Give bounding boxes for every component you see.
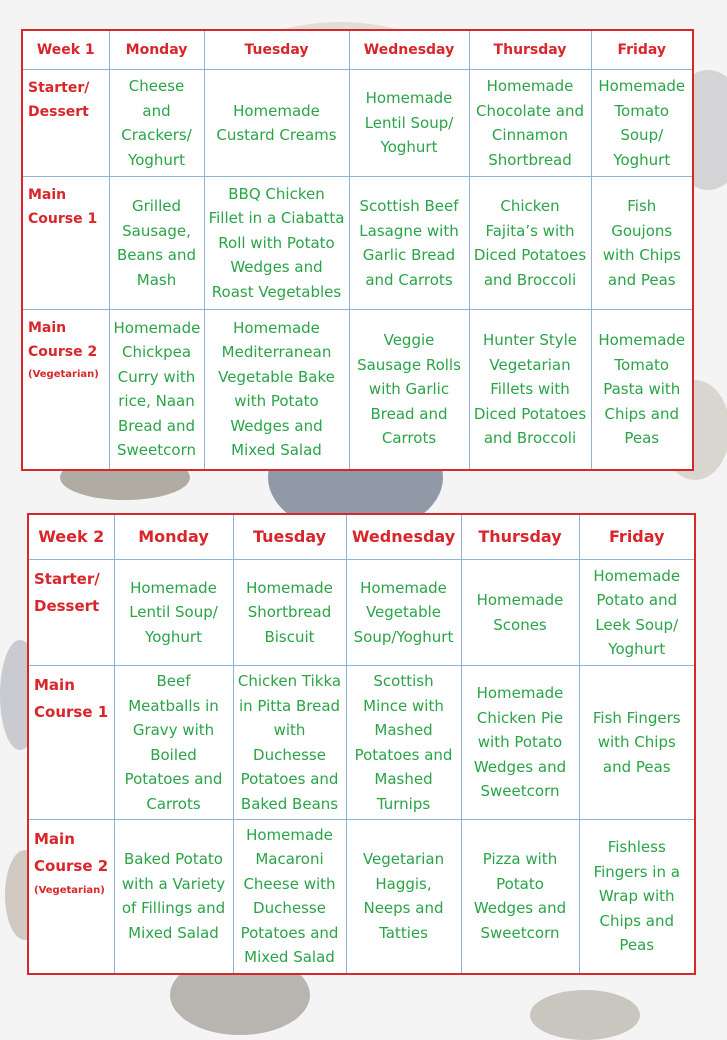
menu-item: Homemade Lentil Soup/ Yoghurt [349, 70, 469, 177]
menu-item: BBQ Chicken Fillet in a Ciabatta Roll with Potato Wedges and Roast Vegetables [204, 177, 349, 310]
menu-item: Homemade Scones [461, 560, 579, 666]
menu-item: Chicken Tikka in Pitta Bread with Duchesse Potatoes and Baked Beans [233, 666, 346, 820]
week-2-header-row [28, 514, 695, 560]
menu-item: Homemade Chocolate and Cinnamon Shortbread [469, 70, 591, 177]
main-course-1-row [28, 666, 695, 820]
day-header-monday: Monday [109, 30, 204, 70]
day-header-thursday: Thursday [469, 30, 591, 70]
menu-item: Scottish Beef Lasagne with Garlic Bread and Carrots [349, 177, 469, 310]
row-label-text: Starter/ Dessert [34, 570, 100, 615]
menu-item: Veggie Sausage Rolls with Garlic Bread and Carrots [349, 310, 469, 470]
starter-dessert-row [28, 560, 695, 666]
menu-item: Grilled Sausage, Beans and Mash [109, 177, 204, 310]
vegetarian-note: (Vegetarian) [28, 369, 99, 380]
menu-item: Homemade Lentil Soup/ Yoghurt [114, 560, 233, 666]
day-header-tuesday: Tuesday [204, 30, 349, 70]
menu-item: Fishless Fingers in a Wrap with Chips and Peas [579, 820, 695, 974]
day-header-thursday: Thursday [461, 514, 579, 560]
row-label-text: Main Course 1 [28, 187, 98, 227]
row-label [22, 70, 109, 177]
row-label-text: Main Course 2 [28, 320, 98, 360]
starter-dessert-row [22, 70, 693, 177]
menu-item: Scottish Mince with Mashed Potatoes and Mashed Turnips [346, 666, 461, 820]
menu-item: Homemade Macaroni Cheese with Duchesse Potatoes and Mixed Salad [233, 820, 346, 974]
week-label: Week 2 [28, 514, 114, 560]
row-label-text: Starter/ Dessert [28, 80, 90, 120]
day-header-wednesday: Wednesday [349, 30, 469, 70]
menu-item: Homemade Chickpea Curry with rice, Naan Bread and Sweetcorn [109, 310, 204, 470]
menu-item: Homemade Shortbread Biscuit [233, 560, 346, 666]
main-course-2-row [28, 820, 695, 974]
row-label [22, 177, 109, 310]
menu-item: Baked Potato with a Variety of Fillings and Mixed Salad [114, 820, 233, 974]
menu-item: Chicken Fajita’s with Diced Potatoes and Broccoli [469, 177, 591, 310]
row-label [28, 820, 114, 974]
row-label-text: Main Course 1 [34, 676, 109, 721]
day-header-friday: Friday [591, 30, 693, 70]
menu-item: Hunter Style Vegetarian Fillets with Diced Potatoes and Broccoli [469, 310, 591, 470]
menu-item: Vegetarian Haggis, Neeps and Tatties [346, 820, 461, 974]
row-label [28, 560, 114, 666]
day-header-wednesday: Wednesday [346, 514, 461, 560]
menu-item: Homemade Tomato Soup/ Yoghurt [591, 70, 693, 177]
week-1-header-row [22, 30, 693, 70]
menu-item: Fish Goujons with Chips and Peas [591, 177, 693, 310]
background-pebble [530, 990, 640, 1040]
row-label [22, 310, 109, 470]
menu-item: Homemade Vegetable Soup/Yoghurt [346, 560, 461, 666]
day-header-monday: Monday [114, 514, 233, 560]
menu-item: Homemade Mediterranean Vegetable Bake with Potato Wedges and Mixed Salad [204, 310, 349, 470]
day-header-friday: Friday [579, 514, 695, 560]
vegetarian-note: (Vegetarian) [34, 885, 105, 896]
week-1-menu-table [21, 29, 694, 471]
week-2-menu-table [27, 513, 696, 975]
main-course-1-row [22, 177, 693, 310]
menu-item: Fish Fingers with Chips and Peas [579, 666, 695, 820]
main-course-2-row [22, 310, 693, 470]
menu-item: Cheese and Crackers/ Yoghurt [109, 70, 204, 177]
menu-item: Homemade Chicken Pie with Potato Wedges and Sweetcorn [461, 666, 579, 820]
menu-item: Beef Meatballs in Gravy with Boiled Potatoes and Carrots [114, 666, 233, 820]
menu-item: Homemade Custard Creams [204, 70, 349, 177]
row-label-text: Main Course 2 [34, 830, 109, 875]
week-label: Week 1 [22, 30, 109, 70]
menu-item: Pizza with Potato Wedges and Sweetcorn [461, 820, 579, 974]
day-header-tuesday: Tuesday [233, 514, 346, 560]
row-label [28, 666, 114, 820]
menu-item: Homemade Tomato Pasta with Chips and Peas [591, 310, 693, 470]
menu-item: Homemade Potato and Leek Soup/ Yoghurt [579, 560, 695, 666]
